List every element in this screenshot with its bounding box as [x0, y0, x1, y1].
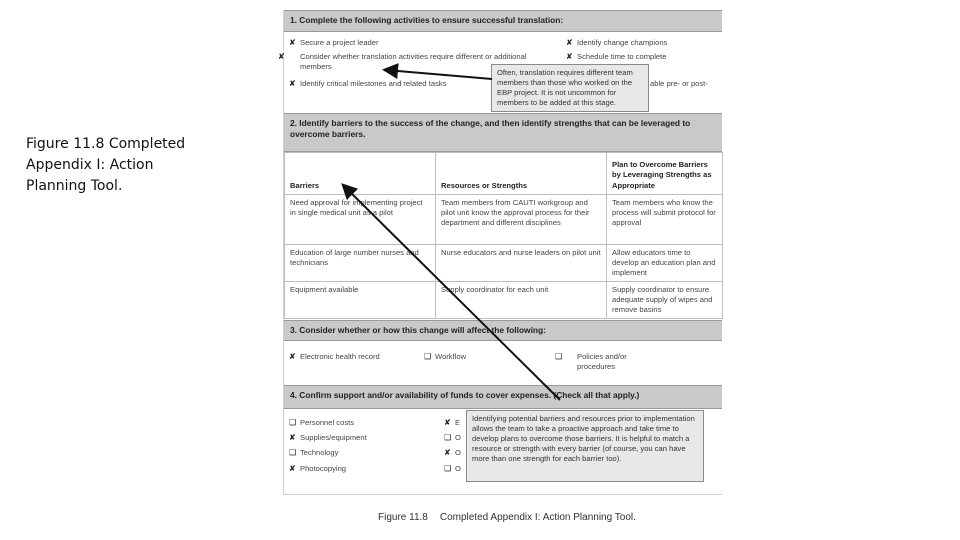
table-cell: Team members who know the process will submit protocol for approval	[607, 195, 723, 245]
section1-item: ✘ Identify change champions	[566, 38, 668, 47]
barriers-column-header: Barriers	[285, 153, 436, 195]
section4-item: ✘ E	[444, 418, 461, 427]
arrow-to-barriers-header	[344, 186, 560, 400]
section4-item: ❑ O	[444, 464, 461, 473]
table-cell: Nurse educators and nurse leaders on pilot unit	[436, 245, 607, 282]
table-cell: Supply coordinator for each unit	[436, 282, 607, 319]
section4-item: ✘ Photocopying	[289, 464, 347, 473]
section1-item: ✘ Identify critical milestones and related tasks	[289, 79, 447, 88]
section1-item: able pre- or post-	[650, 79, 708, 88]
slide-caption: Figure 11.8 Completed Appendix I: Action Planning Tool.	[26, 136, 186, 194]
section1-callout: Often, translation requires different team members than those who worked on the EBP project. It is not uncommon for members to be added at this stage.	[491, 64, 649, 112]
section4-item: ✘ Supplies/equipment	[289, 433, 367, 442]
section3-item: ❑ Workflow	[424, 352, 467, 361]
table-cell: Allow educators time to develop an education plan and implement	[607, 245, 723, 282]
section3-item: ✘ Electronic health record	[289, 352, 380, 361]
section1-heading: 1. Complete the following activities to ensure successful translation:	[284, 10, 722, 32]
table-cell: Supply coordinator to ensure adequate supply of wipes and remove basins	[607, 282, 723, 319]
section4-callout: Identifying potential barriers and resources prior to implementation allows the team to take a proactive approach and take time to develop plans to overcome those barriers. It is helpful to match a resource or strength with every barrier (of course, you can have more than one strength for each barrier too).	[466, 410, 704, 482]
section4-item: ❑ Personnel costs	[289, 418, 355, 427]
plan-column-header: Plan to Overcome Barriers by Leveraging Strengths as Appropriate	[607, 153, 723, 195]
section1-item: ✘ Consider whether translation activities require different or additional members	[278, 52, 527, 71]
section4-item: ❑ Technology	[289, 448, 339, 457]
section4-heading: 4. Confirm support and/or availability of funds to cover expenses. (Check all that apply.)	[284, 385, 722, 409]
section4-item: ✘ O	[444, 448, 461, 457]
figure-caption: Figure 11.8 Completed Appendix I: Action Planning Tool.	[378, 512, 636, 523]
section3-heading: 3. Consider whether or how this change will affect the following:	[284, 320, 722, 341]
arrow-to-additional-members	[386, 70, 492, 79]
table-cell: Equipment available	[285, 282, 436, 319]
section4-item: ❑ O	[444, 433, 461, 442]
table-cell: Education of large number nurses and technicians	[285, 245, 436, 282]
section2-heading: 2. Identify barriers to the success of the change, and then identify strengths that can be leveraged to overcome barriers.	[284, 113, 722, 152]
section3-item: ❑ Policies and/or procedures	[555, 352, 627, 371]
section1-item: ✘ Schedule time to complete	[566, 52, 667, 61]
section1-item: ✘ Secure a project leader	[289, 38, 379, 47]
table-cell: Need approval for implementing project in single medical unit as a pilot	[285, 195, 436, 245]
table-cell: Team members from CAUTI workgroup and pilot unit know the approval process for their department and different disciplines	[436, 195, 607, 245]
resources-column-header: Resources or Strengths	[436, 153, 607, 195]
